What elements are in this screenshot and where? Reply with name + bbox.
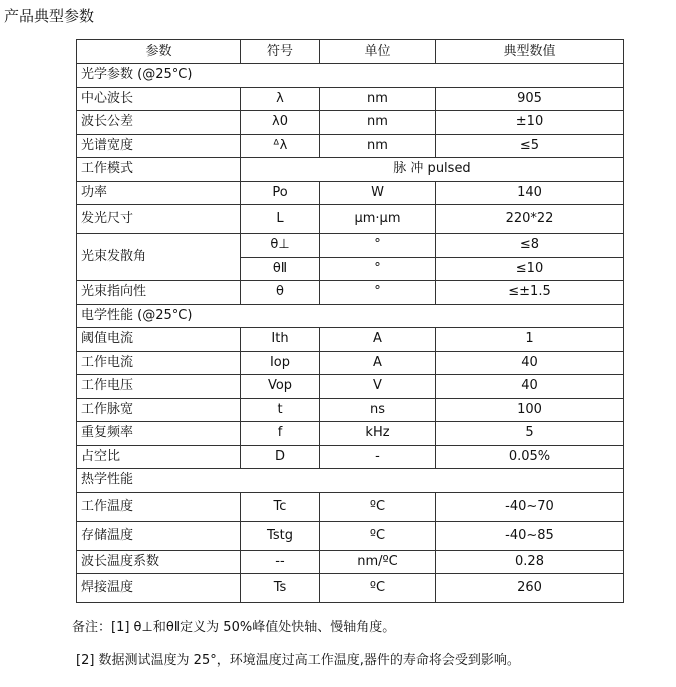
param-cell: 光谱宽度 <box>77 134 241 158</box>
unit-cell: ° <box>320 281 436 305</box>
value-cell: 220*22 <box>436 205 624 234</box>
unit-cell: ° <box>320 234 436 258</box>
unit-cell: - <box>320 445 436 469</box>
table-row <box>77 205 624 234</box>
param-cell: 重复频率 <box>77 422 241 446</box>
section-label: 电学性能 (@25°C) <box>77 304 624 328</box>
param-cell: 焊接温度 <box>77 574 241 603</box>
symbol-cell: λ0 <box>241 111 320 135</box>
unit-cell: nm/ºC <box>320 550 436 574</box>
symbol-cell: θ <box>241 281 320 305</box>
table-row <box>77 398 624 422</box>
value-cell: -40~70 <box>436 492 624 521</box>
table-row <box>77 445 624 469</box>
mode-value-cell: 脉 冲 pulsed <box>241 158 624 182</box>
header-param: 参数 <box>77 40 241 64</box>
value-cell: 40 <box>436 351 624 375</box>
unit-cell: ° <box>320 257 436 281</box>
param-cell: 光束指向性 <box>77 281 241 305</box>
param-cell: 工作温度 <box>77 492 241 521</box>
table-row <box>77 492 624 521</box>
value-cell: 1 <box>436 328 624 352</box>
header-symbol: 符号 <box>241 40 320 64</box>
param-cell: 占空比 <box>77 445 241 469</box>
section-label: 光学参数 (@25°C) <box>77 64 624 88</box>
unit-cell: nm <box>320 87 436 111</box>
page-title: 产品典型参数 <box>4 7 95 25</box>
value-cell: 260 <box>436 574 624 603</box>
unit-cell: nm <box>320 111 436 135</box>
symbol-cell: θ⊥ <box>241 234 320 258</box>
symbol-cell: -- <box>241 550 320 574</box>
value-cell: ≤10 <box>436 257 624 281</box>
footnote-2: [2] 数据测试温度为 25°，环境温度过高工作温度,器件的寿命将会受到影响。 <box>76 653 520 668</box>
value-cell: -40~85 <box>436 521 624 550</box>
symbol-cell: θⅡ <box>241 257 320 281</box>
unit-cell: ns <box>320 398 436 422</box>
symbol-cell: Po <box>241 181 320 205</box>
table-row <box>77 158 624 182</box>
header-value: 典型数值 <box>436 40 624 64</box>
param-cell: 波长温度系数 <box>77 550 241 574</box>
param-cell: 工作电压 <box>77 375 241 399</box>
unit-cell: μm·μm <box>320 205 436 234</box>
header-unit: 单位 <box>320 40 436 64</box>
symbol-cell: Vop <box>241 375 320 399</box>
param-cell: 功率 <box>77 181 241 205</box>
unit-cell: ºC <box>320 521 436 550</box>
value-cell: 905 <box>436 87 624 111</box>
value-cell: 100 <box>436 398 624 422</box>
symbol-cell: L <box>241 205 320 234</box>
section-row-optical <box>77 64 624 88</box>
value-cell: 5 <box>436 422 624 446</box>
symbol-cell: D <box>241 445 320 469</box>
value-cell: 40 <box>436 375 624 399</box>
table-row <box>77 87 624 111</box>
symbol-cell: f <box>241 422 320 446</box>
param-cell: 工作模式 <box>77 158 241 182</box>
table-header-row <box>77 40 624 64</box>
symbol-cell: Tc <box>241 492 320 521</box>
section-row-electrical <box>77 304 624 328</box>
value-cell: 140 <box>436 181 624 205</box>
value-cell: 0.05% <box>436 445 624 469</box>
symbol-cell: Ts <box>241 574 320 603</box>
section-row-thermal <box>77 469 624 493</box>
param-cell: 光束发散角 <box>77 234 241 281</box>
table-row <box>77 111 624 135</box>
table-row <box>77 375 624 399</box>
param-cell: 波长公差 <box>77 111 241 135</box>
param-cell: 工作电流 <box>77 351 241 375</box>
value-cell: ≤8 <box>436 234 624 258</box>
symbol-cell: Iop <box>241 351 320 375</box>
table-row <box>77 234 624 258</box>
value-cell: ±10 <box>436 111 624 135</box>
value-cell: ≤±1.5 <box>436 281 624 305</box>
symbol-cell: Tstg <box>241 521 320 550</box>
table-row <box>77 281 624 305</box>
table-row <box>77 550 624 574</box>
symbol-cell: t <box>241 398 320 422</box>
table-row <box>77 521 624 550</box>
unit-cell: A <box>320 328 436 352</box>
param-cell: 阈值电流 <box>77 328 241 352</box>
table-row <box>77 328 624 352</box>
table-row <box>77 574 624 603</box>
unit-cell: W <box>320 181 436 205</box>
table-row <box>77 422 624 446</box>
param-cell: 中心波长 <box>77 87 241 111</box>
param-cell: 工作脉宽 <box>77 398 241 422</box>
table-row <box>77 351 624 375</box>
table-row <box>77 134 624 158</box>
value-cell: 0.28 <box>436 550 624 574</box>
unit-cell: V <box>320 375 436 399</box>
unit-cell: ºC <box>320 492 436 521</box>
param-cell: 存储温度 <box>77 521 241 550</box>
value-cell: ≤5 <box>436 134 624 158</box>
unit-cell: A <box>320 351 436 375</box>
unit-cell: nm <box>320 134 436 158</box>
unit-cell: ºC <box>320 574 436 603</box>
table-row <box>77 181 624 205</box>
unit-cell: kHz <box>320 422 436 446</box>
section-label: 热学性能 <box>77 469 624 493</box>
symbol-cell: Ith <box>241 328 320 352</box>
symbol-cell: ᐞλ <box>241 134 320 158</box>
parameter-table <box>76 39 624 603</box>
param-cell: 发光尺寸 <box>77 205 241 234</box>
footnote-1: 备注：[1] θ⊥和θⅡ定义为 50%峰值处快轴、慢轴角度。 <box>72 620 396 635</box>
symbol-cell: λ <box>241 87 320 111</box>
